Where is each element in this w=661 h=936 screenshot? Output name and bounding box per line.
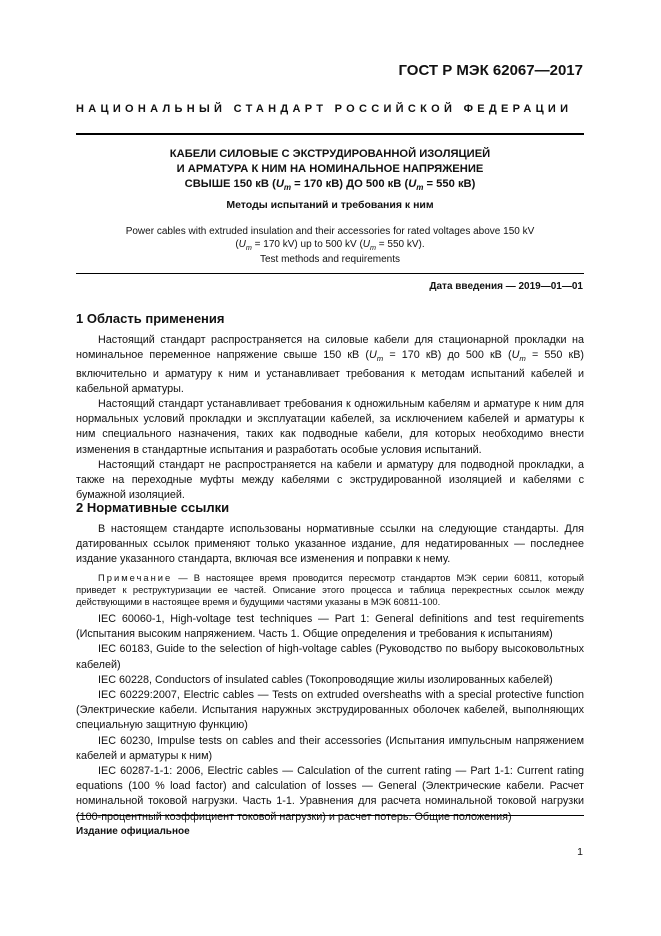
section-2-intro xyxy=(76,522,584,568)
symbol-u: U xyxy=(408,178,417,190)
note-paragraph xyxy=(76,572,584,608)
reference-item: IEC 60060-1, High-voltage test techniques — Part 1: General definitions and test requirements (Испытания высоким напряжением. Часть 1. Общие определения и требования к испытаниям) xyxy=(76,613,584,641)
symbol-u: U xyxy=(238,238,246,250)
section-2-heading: 2 Нормативные ссылки xyxy=(76,500,230,515)
symbol-m: m xyxy=(519,354,526,364)
english-line-1: Power cables with extruded insulation and their accessories for rated voltages above 150 kV xyxy=(125,226,535,237)
english-text: = 170 kV) up to 500 kV ( xyxy=(251,238,363,250)
note-label: Примечание xyxy=(98,572,173,583)
symbol-u: U xyxy=(368,349,377,362)
reference-item: IEC 60183, Guide to the selection of high-voltage cables (Руководство по выбору высоковольтных кабелей) xyxy=(76,643,584,671)
normative-references-list xyxy=(76,612,584,825)
english-line-2 xyxy=(76,239,584,255)
symbol-m: m xyxy=(376,354,384,364)
section-2-note xyxy=(76,572,584,608)
paragraph-text: Настоящий стандарт распространяется на силовые кабели для стационарной прокладки на номинальное переменное напряжение свыше 150 кВ ( xyxy=(76,334,584,362)
note-text: — В настоящее время проводится пересмотр стандартов МЭК серии 60811, который приведет к реструктуризации ее частей. Описание этого процесса и таблица перекрестных ссылок между действующими в настоящее время и будущими частями указаны в МЭК 60811-100. xyxy=(76,572,584,607)
reference-item: IEC 60230, Impulse tests on cables and their accessories (Испытания импульсным напряжением кабелей и арматуры к ним) xyxy=(76,734,584,762)
english-line-3: Test methods and requirements xyxy=(259,254,401,265)
english-text: = 550 kV). xyxy=(376,238,425,250)
reference-item: IEC 60229:2007, Electric cables — Tests on extruded oversheaths with a special protective function (Электрические кабели. Испытания наружных экструдированных оболочек кабелей, выполняющих специальную защитную функцию) xyxy=(76,689,584,732)
section-1-paragraph-1 xyxy=(76,333,584,397)
national-standard-banner: НАЦИОНАЛЬНЫЙ СТАНДАРТ РОССИЙСКОЙ ФЕДЕРАЦИИ xyxy=(76,103,573,115)
title-line-2: И АРМАТУРА К НИМ НА НОМИНАЛЬНОЕ НАПРЯЖЕНИЕ xyxy=(176,163,484,175)
reference-item: IEC 60287-1-1: 2006, Electric cables — Calculation of the current rating — Part 1-1: Current rating equations (100 % load factor) and calculation of losses — General (Электрические кабели. Расчет номинальной токовой нагрузки. Часть 1-1. Уравнения для расчета номинальной токовой нагрузки (100-процентный коэффициент токовой нагрузки) и расчет потерь. Общие положения) xyxy=(76,765,584,823)
introduction-date: Дата введения — 2019—01—01 xyxy=(429,281,583,292)
symbol-m: m xyxy=(245,242,252,252)
section-2-paragraph-1: В настоящем стандарте использованы нормативные ссылки на следующие стандарты. Для датированных ссылок применяют только указанное издание, для недатированных — последнее издание указанного стандарта, включая все изменения и поправки к нему. xyxy=(76,523,584,566)
title-text: = 550 кВ) xyxy=(423,178,476,190)
official-edition-label: Издание официальное xyxy=(76,826,190,837)
section-1-heading: 1 Область применения xyxy=(76,311,225,326)
section-1-body xyxy=(76,333,584,503)
title-line-1: КАБЕЛИ СИЛОВЫЕ С ЭКСТРУДИРОВАННОЙ ИЗОЛЯЦИЕЙ xyxy=(169,148,491,160)
title-rule xyxy=(76,273,584,274)
symbol-m: m xyxy=(416,183,424,193)
paragraph-text: = 550 кВ) включительно и арматуру к ним и устанавливает требования к методам испытаний кабелей и кабельной арматуры. xyxy=(76,349,584,395)
title-line-3 xyxy=(76,177,584,195)
document-title xyxy=(76,147,584,195)
symbol-u: U xyxy=(362,238,371,250)
symbol-u: U xyxy=(511,349,520,362)
section-1-paragraph-3: Настоящий стандарт не распространяется на кабели и арматуру для подводной прокладки, а также на переходные муфты между кабелями с экструдированной изоляцией и кабелями с бумажной изоляцией. xyxy=(76,458,584,502)
standard-number: ГОСТ Р МЭК 62067—2017 xyxy=(398,62,583,79)
header-rule xyxy=(76,133,584,135)
english-title xyxy=(76,226,584,267)
page-number: 1 xyxy=(577,846,583,858)
title-text: = 170 кВ) ДО 500 кВ ( xyxy=(291,178,409,190)
reference-item: IEC 60228, Conductors of insulated cables (Токопроводящие жилы изолированных кабелей) xyxy=(98,673,553,686)
symbol-m: m xyxy=(370,242,377,252)
document-subtitle: Методы испытаний и требования к ним xyxy=(226,199,434,211)
paragraph-text: = 170 кВ) до 500 кВ ( xyxy=(383,349,512,362)
english-text: ( xyxy=(235,238,239,250)
symbol-m: m xyxy=(283,183,292,193)
title-text: СВЫШЕ 150 кВ ( xyxy=(184,178,276,190)
footer-rule xyxy=(76,815,584,816)
section-1-paragraph-2: Настоящий стандарт устанавливает требования к одножильным кабелям и арматуре к ним для нормальных условий прокладки и эксплуатации кабелей, за исключением кабелей и арматуры к ним специального назначения, таких как подводные кабели, для которых необходимо внести изменения в стандартные испытания и разработать особые условия испытаний. xyxy=(76,397,584,456)
symbol-u: U xyxy=(275,178,284,190)
